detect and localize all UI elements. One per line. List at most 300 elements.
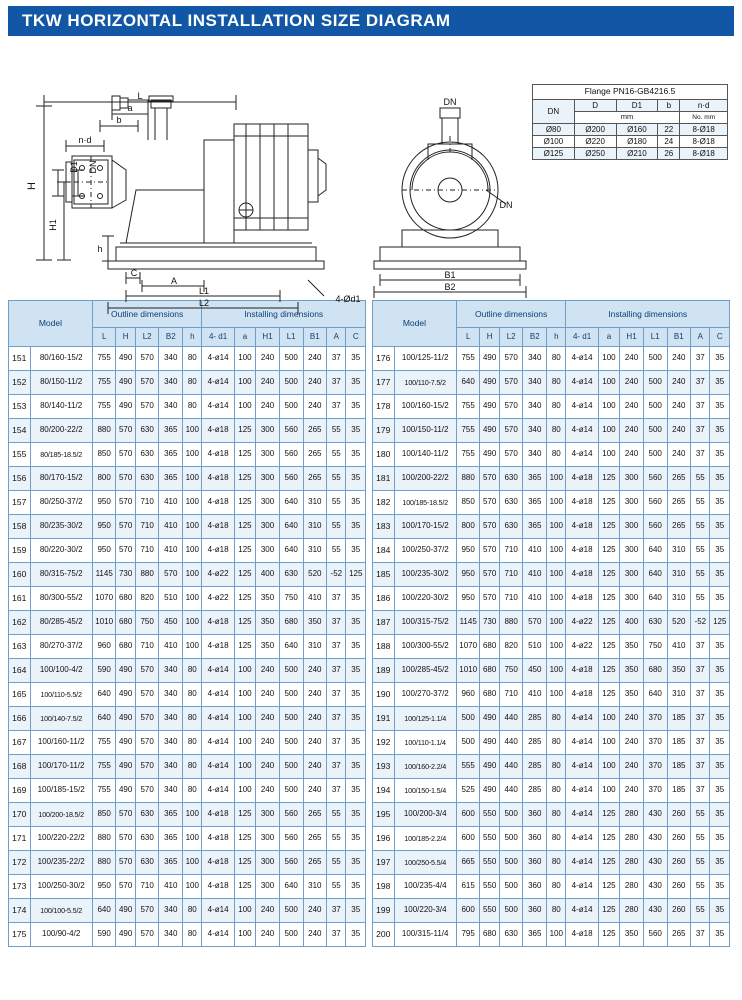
row-value-4d1: 4-ø14: [202, 755, 234, 779]
row-index: 166: [9, 707, 31, 731]
row-model: 100/150-11/2: [394, 419, 456, 443]
row-value-l2: 500: [499, 803, 523, 827]
row-value-h: 100: [183, 515, 202, 539]
row-value-l: 640: [92, 683, 116, 707]
row-value-c: 35: [710, 419, 730, 443]
row-value-b2: 410: [523, 683, 547, 707]
row-value-h: 550: [480, 851, 499, 875]
row-value-l: 755: [92, 395, 116, 419]
row-value-b2: 340: [523, 395, 547, 419]
dim-label-DN-top: DN: [443, 97, 457, 107]
row-value-h: 570: [116, 827, 135, 851]
row-value-a: 37: [327, 659, 346, 683]
row-value-4d1: 4-ø18: [202, 515, 234, 539]
row-value-a: 125: [234, 467, 256, 491]
page-title-bar: [8, 6, 734, 36]
table-row: [373, 395, 730, 419]
row-index: 190: [373, 683, 395, 707]
row-index: 169: [9, 779, 31, 803]
row-value-h: 80: [183, 371, 202, 395]
row-value-4d1: 4-ø14: [202, 779, 234, 803]
header-h: h: [547, 328, 566, 347]
row-value-h1: 350: [256, 635, 280, 659]
row-value-c: 35: [346, 515, 366, 539]
flange-header-nd: n·d: [680, 99, 728, 111]
row-value-c: 35: [346, 851, 366, 875]
row-value-a: 55: [691, 491, 710, 515]
row-value-l1: 680: [643, 659, 667, 683]
row-value-b2: 360: [523, 875, 547, 899]
row-index: 163: [9, 635, 31, 659]
table-row: [373, 731, 730, 755]
row-model: 100/185-15/2: [30, 779, 92, 803]
row-value-h1: 300: [620, 515, 644, 539]
row-value-b2: 340: [159, 779, 183, 803]
row-value-l2: 570: [135, 659, 159, 683]
row-value-l2: 630: [135, 803, 159, 827]
row-value-l1: 560: [643, 923, 667, 947]
table-row: [9, 395, 366, 419]
row-value-a: 125: [234, 515, 256, 539]
table-row: [373, 707, 730, 731]
header-L1: L1: [643, 328, 667, 347]
row-value-a: 37: [691, 755, 710, 779]
header-a: a: [234, 328, 256, 347]
table-row: [9, 659, 366, 683]
row-value-a: 100: [234, 923, 256, 947]
row-value-l1: 500: [643, 395, 667, 419]
row-model: 100/170-15/2: [394, 515, 456, 539]
row-value-4d1: 4-ø18: [566, 539, 598, 563]
header-A: A: [327, 328, 346, 347]
row-value-c: 35: [346, 347, 366, 371]
row-value-h: 680: [480, 635, 499, 659]
row-index: 188: [373, 635, 395, 659]
row-value-b1: 310: [667, 539, 691, 563]
row-value-b2: 340: [159, 899, 183, 923]
row-value-h1: 300: [256, 515, 280, 539]
header-d1: 4- d1: [202, 328, 234, 347]
row-value-b1: 410: [303, 587, 327, 611]
row-value-l2: 570: [499, 443, 523, 467]
row-value-h1: 350: [620, 659, 644, 683]
header-B1: B1: [303, 328, 327, 347]
header-outline: Outline dimensions: [456, 301, 566, 328]
row-value-l1: 640: [279, 635, 303, 659]
row-value-a: 100: [234, 659, 256, 683]
row-model: 100/170-11/2: [30, 755, 92, 779]
row-value-b2: 410: [159, 491, 183, 515]
dim-label-A: A: [170, 276, 178, 286]
row-value-c: 35: [710, 395, 730, 419]
row-value-a: 125: [234, 491, 256, 515]
row-value-h: 100: [183, 419, 202, 443]
row-value-c: 35: [346, 611, 366, 635]
flange-header-b: b: [658, 99, 680, 111]
table-row: [9, 611, 366, 635]
row-value-a: 55: [327, 515, 346, 539]
row-value-l: 1145: [456, 611, 480, 635]
row-index: 198: [373, 875, 395, 899]
table-row: [9, 539, 366, 563]
row-model: 100/250-30/2: [30, 875, 92, 899]
row-model: 100/160-11/2: [30, 731, 92, 755]
row-value-h1: 300: [620, 563, 644, 587]
row-value-b1: 185: [667, 779, 691, 803]
row-value-h: 490: [480, 443, 499, 467]
row-value-l1: 640: [279, 875, 303, 899]
row-value-a: 125: [234, 419, 256, 443]
row-index: 199: [373, 899, 395, 923]
row-value-l1: 430: [643, 827, 667, 851]
row-value-a: 55: [691, 827, 710, 851]
row-value-h: 80: [183, 395, 202, 419]
row-value-b2: 360: [523, 851, 547, 875]
header-C: C: [346, 328, 366, 347]
row-value-c: 35: [710, 683, 730, 707]
row-value-a: 55: [327, 803, 346, 827]
row-value-h: 550: [480, 899, 499, 923]
row-value-b1: 265: [667, 515, 691, 539]
row-model: 100/200-3/4: [394, 803, 456, 827]
row-value-l1: 560: [279, 419, 303, 443]
table-row: [373, 419, 730, 443]
row-value-b1: 240: [303, 923, 327, 947]
row-value-a: -52: [691, 611, 710, 635]
row-value-h: 490: [116, 659, 135, 683]
dim-label-DN-right: DN: [499, 200, 513, 210]
row-value-c: 35: [346, 899, 366, 923]
row-value-h1: 350: [620, 635, 644, 659]
row-value-l: 800: [92, 467, 116, 491]
row-value-h: 490: [116, 923, 135, 947]
row-value-h: 490: [116, 707, 135, 731]
row-value-h: 100: [547, 587, 566, 611]
row-value-l2: 630: [499, 923, 523, 947]
row-value-b2: 510: [159, 587, 183, 611]
row-value-a: 125: [598, 683, 620, 707]
row-value-4d1: 4-ø14: [566, 851, 598, 875]
row-value-l1: 500: [643, 371, 667, 395]
row-value-a: 37: [327, 899, 346, 923]
row-index: 173: [9, 875, 31, 899]
row-value-b1: 520: [303, 563, 327, 587]
row-value-4d1: 4-ø14: [566, 347, 598, 371]
row-value-b1: 260: [667, 851, 691, 875]
row-value-a: 55: [327, 443, 346, 467]
row-value-4d1: 4-ø22: [566, 635, 598, 659]
row-value-l: 950: [456, 563, 480, 587]
row-value-l2: 630: [499, 491, 523, 515]
row-value-h1: 400: [256, 563, 280, 587]
row-value-4d1: 4-ø14: [202, 347, 234, 371]
row-value-b2: 410: [159, 635, 183, 659]
row-value-h: 490: [480, 371, 499, 395]
row-value-l: 500: [456, 707, 480, 731]
row-value-h: 490: [480, 779, 499, 803]
row-value-a: -52: [327, 563, 346, 587]
row-value-b1: 520: [667, 611, 691, 635]
row-value-b1: 240: [303, 899, 327, 923]
row-value-h: 570: [116, 467, 135, 491]
table-row: [9, 923, 366, 947]
row-value-a: 37: [691, 659, 710, 683]
table-row: [9, 779, 366, 803]
row-index: 157: [9, 491, 31, 515]
row-value-h1: 280: [620, 851, 644, 875]
row-value-b2: 285: [523, 755, 547, 779]
row-model: 100/185-18.5/2: [394, 491, 456, 515]
row-value-h: 100: [547, 659, 566, 683]
row-value-h1: 240: [256, 659, 280, 683]
row-value-4d1: 4-ø14: [566, 899, 598, 923]
row-value-l1: 500: [643, 347, 667, 371]
row-value-b1: 265: [303, 467, 327, 491]
table-body-left: [9, 347, 366, 947]
row-value-b1: 240: [303, 395, 327, 419]
row-index: 194: [373, 779, 395, 803]
row-value-4d1: 4-ø18: [566, 515, 598, 539]
row-index: 196: [373, 827, 395, 851]
row-index: 167: [9, 731, 31, 755]
table-row: [373, 779, 730, 803]
table-row: [373, 899, 730, 923]
dim-label-a: a: [127, 103, 133, 113]
row-index: 174: [9, 899, 31, 923]
row-value-h: 550: [480, 875, 499, 899]
row-value-c: 35: [710, 443, 730, 467]
row-value-h: 570: [480, 563, 499, 587]
row-value-h1: 300: [256, 443, 280, 467]
row-model: 100/150-1.5/4: [394, 779, 456, 803]
row-value-a: 55: [327, 419, 346, 443]
row-index: 152: [9, 371, 31, 395]
installation-diagram: [8, 40, 734, 308]
row-value-a: 37: [691, 635, 710, 659]
row-value-h: 100: [183, 635, 202, 659]
row-value-h: 550: [480, 803, 499, 827]
row-value-l1: 500: [279, 395, 303, 419]
row-value-b1: 240: [667, 371, 691, 395]
row-value-l2: 710: [499, 539, 523, 563]
row-value-c: 35: [710, 467, 730, 491]
flange-table: [532, 84, 728, 160]
dimension-table-right: [372, 300, 730, 947]
row-value-l1: 560: [279, 827, 303, 851]
row-index: 187: [373, 611, 395, 635]
row-value-h1: 240: [256, 899, 280, 923]
row-value-a: 100: [598, 779, 620, 803]
row-index: 183: [373, 515, 395, 539]
flange-cell-dn: Ø125: [533, 147, 575, 159]
row-value-l2: 710: [499, 587, 523, 611]
table-row: [373, 611, 730, 635]
row-index: 189: [373, 659, 395, 683]
row-value-h: 570: [480, 467, 499, 491]
row-index: 192: [373, 731, 395, 755]
row-value-4d1: 4-ø14: [202, 395, 234, 419]
row-index: 175: [9, 923, 31, 947]
row-value-a: 125: [598, 899, 620, 923]
dimension-table-left: [8, 300, 366, 947]
row-value-h: 100: [547, 683, 566, 707]
table-row: [373, 827, 730, 851]
row-value-h: 680: [116, 635, 135, 659]
row-index: 170: [9, 803, 31, 827]
row-value-h: 100: [547, 923, 566, 947]
row-value-l: 850: [456, 491, 480, 515]
row-value-l1: 630: [279, 563, 303, 587]
row-value-4d1: 4-ø18: [566, 659, 598, 683]
row-value-c: 35: [710, 515, 730, 539]
row-value-h: 80: [183, 707, 202, 731]
row-value-l: 1010: [456, 659, 480, 683]
row-value-l2: 630: [135, 419, 159, 443]
row-value-h1: 300: [620, 539, 644, 563]
row-model: 100/110-1.1/4: [394, 731, 456, 755]
row-value-b2: 365: [523, 515, 547, 539]
row-value-b1: 265: [303, 419, 327, 443]
row-value-b2: 340: [159, 347, 183, 371]
row-value-a: 100: [234, 899, 256, 923]
row-value-a: 37: [691, 443, 710, 467]
row-value-l: 755: [456, 347, 480, 371]
header-B2: B2: [159, 328, 183, 347]
header-H: H: [116, 328, 135, 347]
row-value-a: 37: [691, 371, 710, 395]
row-value-l2: 820: [135, 587, 159, 611]
row-value-h1: 300: [620, 587, 644, 611]
row-value-4d1: 4-ø18: [566, 563, 598, 587]
table-row: [373, 491, 730, 515]
dim-label-h: h: [97, 244, 103, 254]
row-model: 80/150-11/2: [30, 371, 92, 395]
row-value-h1: 300: [256, 803, 280, 827]
row-model: 100/110-5.5/2: [30, 683, 92, 707]
row-model: 80/250-37/2: [30, 491, 92, 515]
table-body-right: [373, 347, 730, 947]
row-value-h1: 400: [620, 611, 644, 635]
row-value-a: 37: [327, 731, 346, 755]
row-value-c: 35: [346, 539, 366, 563]
row-value-b2: 365: [159, 851, 183, 875]
flange-header-d1: D1: [616, 99, 658, 111]
header-A: A: [691, 328, 710, 347]
row-value-c: 35: [346, 731, 366, 755]
row-value-h: 80: [183, 659, 202, 683]
row-value-l2: 570: [135, 395, 159, 419]
row-value-h: 490: [480, 347, 499, 371]
row-value-h: 80: [183, 755, 202, 779]
row-value-h1: 350: [620, 683, 644, 707]
row-value-a: 37: [691, 779, 710, 803]
row-value-b1: 410: [667, 635, 691, 659]
row-value-a: 37: [327, 923, 346, 947]
row-value-h: 730: [480, 611, 499, 635]
row-index: 197: [373, 851, 395, 875]
row-value-h: 490: [480, 395, 499, 419]
row-value-a: 125: [598, 587, 620, 611]
row-value-l2: 570: [499, 419, 523, 443]
table-row: [9, 563, 366, 587]
row-value-h: 100: [183, 611, 202, 635]
row-value-a: 125: [598, 827, 620, 851]
row-value-l1: 500: [279, 659, 303, 683]
row-value-b2: 360: [523, 803, 547, 827]
row-value-l1: 750: [279, 587, 303, 611]
row-value-l: 880: [92, 419, 116, 443]
row-value-h: 570: [116, 851, 135, 875]
row-value-h: 80: [547, 395, 566, 419]
table-row: [9, 827, 366, 851]
row-value-a: 125: [598, 467, 620, 491]
row-value-h1: 240: [256, 923, 280, 947]
row-value-4d1: 4-ø18: [202, 803, 234, 827]
row-value-b2: 340: [523, 347, 547, 371]
row-value-a: 55: [691, 875, 710, 899]
row-value-h: 100: [547, 515, 566, 539]
dim-label-4-d1: 4-Ød1: [335, 294, 361, 304]
table-row: [373, 347, 730, 371]
row-model: 100/185-2.2/4: [394, 827, 456, 851]
row-model: 80/170-15/2: [30, 467, 92, 491]
row-value-b2: 340: [159, 395, 183, 419]
table-row: [373, 659, 730, 683]
row-value-4d1: 4-ø14: [202, 923, 234, 947]
table-row: [373, 803, 730, 827]
row-value-h1: 240: [620, 419, 644, 443]
row-value-c: 125: [710, 611, 730, 635]
row-value-h: 570: [480, 539, 499, 563]
row-value-c: 35: [346, 419, 366, 443]
row-value-a: 125: [234, 539, 256, 563]
row-value-a: 37: [327, 683, 346, 707]
dimension-tables: [8, 300, 734, 947]
row-value-c: 35: [710, 923, 730, 947]
row-value-a: 125: [234, 851, 256, 875]
header-B1: B1: [667, 328, 691, 347]
row-value-l1: 500: [279, 347, 303, 371]
row-model: 100/140-11/2: [394, 443, 456, 467]
row-model: 80/300-55/2: [30, 587, 92, 611]
row-value-l1: 430: [643, 899, 667, 923]
row-value-h1: 280: [620, 827, 644, 851]
table-row: [373, 371, 730, 395]
row-value-4d1: 4-ø18: [202, 443, 234, 467]
row-value-h1: 300: [256, 539, 280, 563]
row-value-b2: 410: [523, 539, 547, 563]
row-value-h1: 300: [256, 467, 280, 491]
row-value-4d1: 4-ø14: [202, 659, 234, 683]
table-row: [9, 899, 366, 923]
row-value-l1: 430: [643, 875, 667, 899]
row-value-h: 80: [547, 443, 566, 467]
row-value-h: 570: [116, 875, 135, 899]
row-value-l: 665: [456, 851, 480, 875]
row-value-l1: 500: [279, 899, 303, 923]
row-index: 155: [9, 443, 31, 467]
row-value-a: 100: [598, 443, 620, 467]
row-value-l: 640: [92, 899, 116, 923]
row-value-l2: 570: [499, 347, 523, 371]
row-value-a: 100: [598, 755, 620, 779]
row-value-h: 100: [183, 467, 202, 491]
row-value-a: 37: [691, 347, 710, 371]
table-row: [373, 635, 730, 659]
row-value-l: 1070: [456, 635, 480, 659]
row-index: 160: [9, 563, 31, 587]
row-value-l: 960: [456, 683, 480, 707]
